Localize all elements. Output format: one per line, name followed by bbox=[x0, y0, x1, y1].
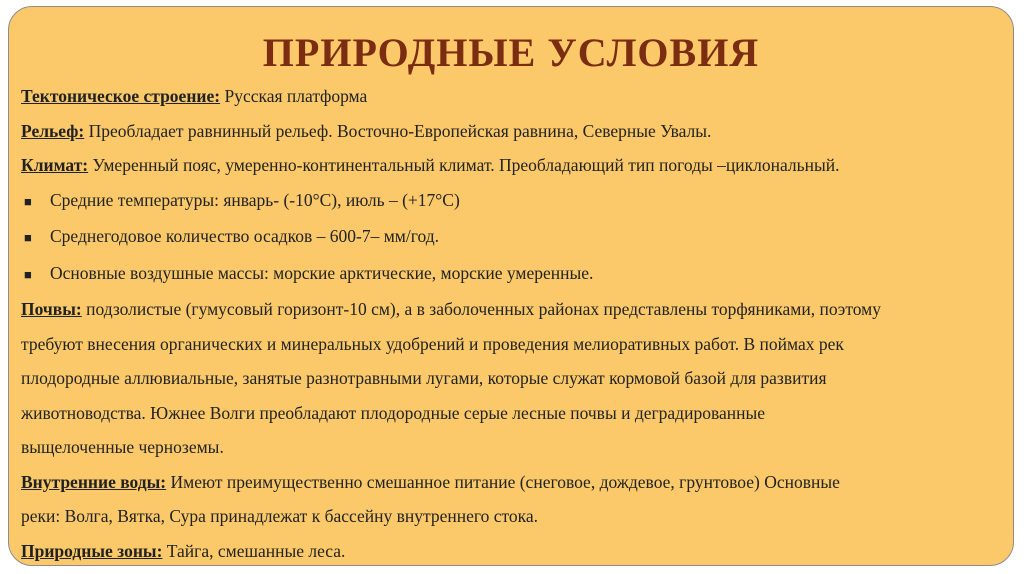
soils-paragraph-line-3: плодородные аллювиальные, занятые разнотравными лугами, которые служат кормовой базой для развития bbox=[21, 368, 827, 388]
waters-paragraph-line-1 bbox=[21, 465, 981, 500]
climate-paragraph bbox=[21, 148, 981, 183]
bullet-square-icon: ■ bbox=[24, 266, 32, 282]
climate-text: Умеренный пояс, умеренно-континентальный климат. Преобладающий тип погоды –циклональный. bbox=[88, 155, 840, 175]
climate-bullet-air-masses bbox=[21, 256, 981, 293]
soils-paragraph-line-5: выщелоченные черноземы. bbox=[21, 437, 224, 457]
bullet-text: Основные воздушные массы: морские арктические, морские умеренные. bbox=[50, 262, 594, 283]
bullet-text: Средние температуры: январь- (-10°С), июль – (+17°С) bbox=[50, 189, 460, 210]
soils-label: Почвы: bbox=[21, 299, 82, 319]
soils-paragraph-line-1 bbox=[21, 292, 981, 327]
tectonic-label: Тектоническое строение: bbox=[21, 86, 221, 106]
bullet-square-icon: ■ bbox=[24, 193, 32, 209]
waters-label: Внутренние воды: bbox=[21, 471, 167, 492]
climate-bullet-temperature bbox=[21, 183, 981, 220]
soils-paragraph-line-4: животноводства. Южнее Волги преобладают плодородные серые лесные почвы и деградированные bbox=[21, 402, 766, 423]
zones-paragraph bbox=[21, 534, 981, 569]
tectonic-paragraph bbox=[21, 79, 981, 114]
relief-paragraph bbox=[21, 114, 981, 149]
soils-paragraph-line-2: требуют внесения органических и минеральных удобрений и проведения мелиоративных работ. В поймах рек bbox=[21, 333, 844, 354]
tectonic-text: Русская платформа bbox=[220, 86, 368, 106]
waters-text: Имеют преимущественно смешанное питание (снеговое, дождевое, грунтовое) Основные bbox=[166, 471, 840, 492]
zones-label: Природные зоны: bbox=[21, 540, 163, 561]
slide-content bbox=[21, 79, 981, 568]
bullet-text: Среднегодовое количество осадков – 600-7– мм/год. bbox=[50, 226, 439, 246]
bullet-square-icon: ■ bbox=[24, 230, 32, 245]
soils-text: подзолистые (гумусовый горизонт-10 см), а в заболоченных районах представлены торфяниками, поэтому bbox=[81, 299, 881, 319]
zones-text: Тайга, смешанные леса. bbox=[162, 540, 346, 561]
relief-text: Преобладает равнинный рельеф. Восточно-Европейская равнина, Северные Увалы. bbox=[84, 120, 712, 141]
relief-label: Рельеф: bbox=[21, 120, 85, 141]
slide-title: ПРИРОДНЫЕ УСЛОВИЯ bbox=[262, 30, 760, 75]
slide bbox=[8, 6, 1014, 566]
climate-label: Климат: bbox=[21, 155, 89, 175]
waters-paragraph-line-2: реки: Волга, Вятка, Сура принадлежат к бассейну внутреннего стока. bbox=[21, 506, 539, 526]
climate-bullet-precipitation bbox=[21, 219, 981, 256]
